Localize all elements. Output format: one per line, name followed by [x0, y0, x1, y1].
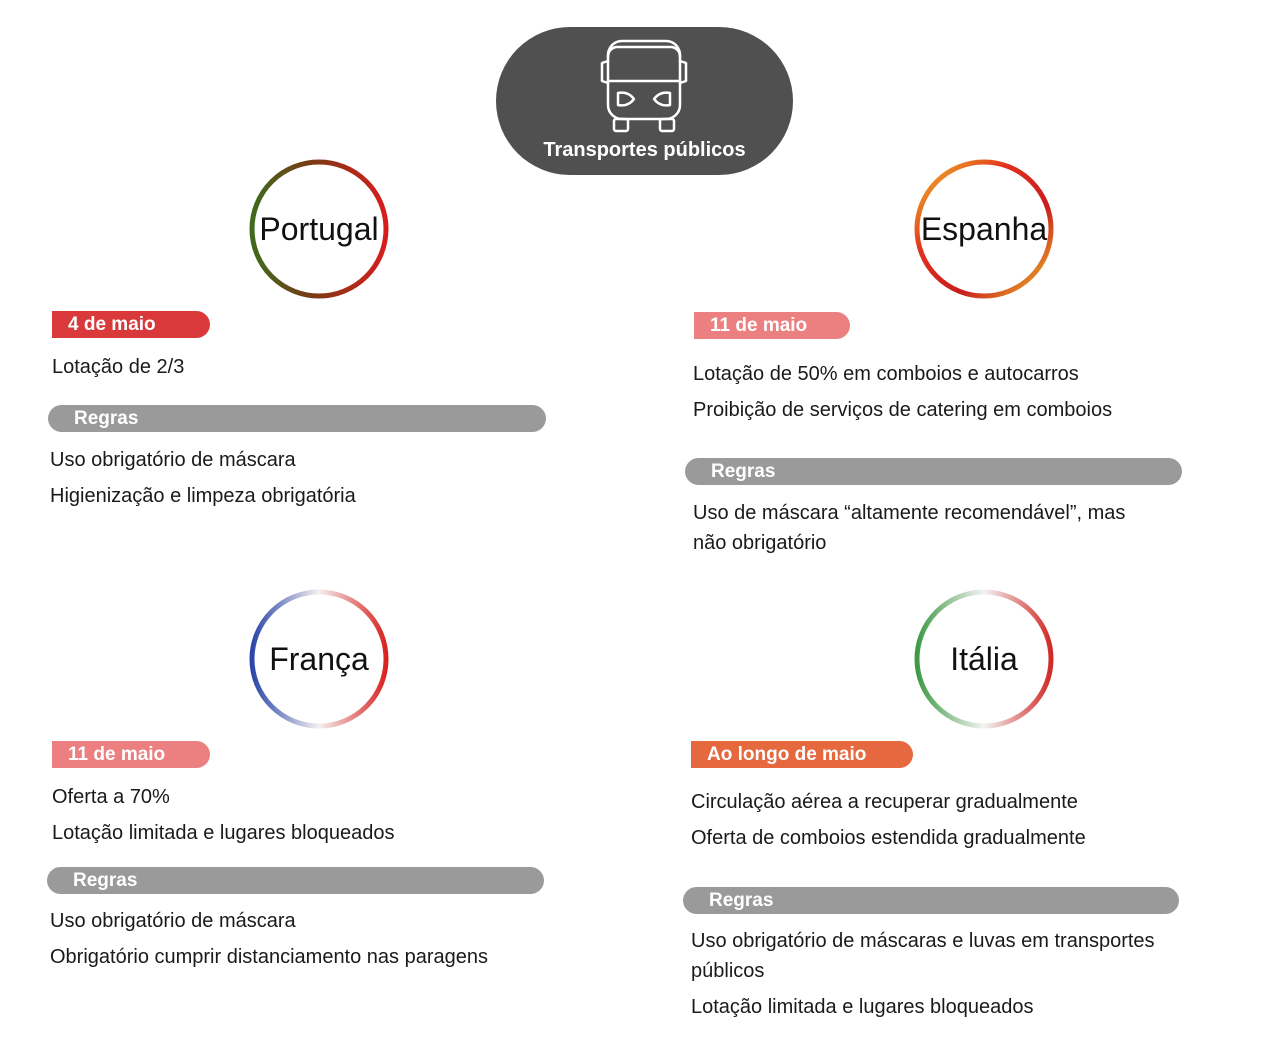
rules-header: Regras — [47, 867, 544, 894]
franca-circle — [248, 588, 390, 730]
info-line: Oferta de comboios estendida gradualmente — [691, 827, 1086, 849]
rule-line: Higienização e limpeza obrigatória — [50, 485, 356, 507]
bus-icon — [598, 35, 690, 135]
rule-line: Uso de máscara “altamente recomendável”, mas — [693, 502, 1126, 524]
page-title: Transportes públicos — [543, 139, 746, 161]
rule-line: públicos — [691, 960, 765, 982]
date-badge: 11 de maio — [52, 741, 210, 768]
country-name: Espanha — [920, 211, 1048, 247]
rules-header: Regras — [48, 405, 546, 432]
info-line: Oferta a 70% — [52, 786, 170, 808]
date-badge: Ao longo de maio — [691, 741, 913, 768]
info-line: Circulação aérea a recuperar gradualmente — [691, 791, 1078, 813]
info-line: Lotação de 50% em comboios e autocarros — [693, 363, 1079, 385]
country-name: Itália — [950, 641, 1018, 677]
country-name: Portugal — [259, 211, 379, 247]
date-badge: 11 de maio — [694, 312, 850, 339]
rules-header: Regras — [685, 458, 1182, 485]
country-name: França — [269, 641, 369, 677]
rule-line: Lotação limitada e lugares bloqueados — [691, 996, 1034, 1018]
info-line: Proibição de serviços de catering em comboios — [693, 399, 1113, 421]
portugal-circle — [248, 158, 390, 300]
rule-line: Obrigatório cumprir distanciamento nas paragens — [50, 946, 488, 968]
italia-circle — [913, 588, 1055, 730]
rule-line: Uso obrigatório de máscara — [50, 910, 296, 932]
header-pill — [496, 27, 793, 175]
rule-line: Uso obrigatório de máscaras e luvas em transportes — [691, 930, 1155, 952]
rule-line: Uso obrigatório de máscara — [50, 449, 296, 471]
rules-header: Regras — [683, 887, 1179, 914]
info-line: Lotação de 2/3 — [52, 356, 185, 378]
date-badge: 4 de maio — [52, 311, 210, 338]
info-line: Lotação limitada e lugares bloqueados — [52, 822, 395, 844]
rule-line: não obrigatório — [693, 532, 827, 554]
espanha-circle — [913, 158, 1055, 300]
